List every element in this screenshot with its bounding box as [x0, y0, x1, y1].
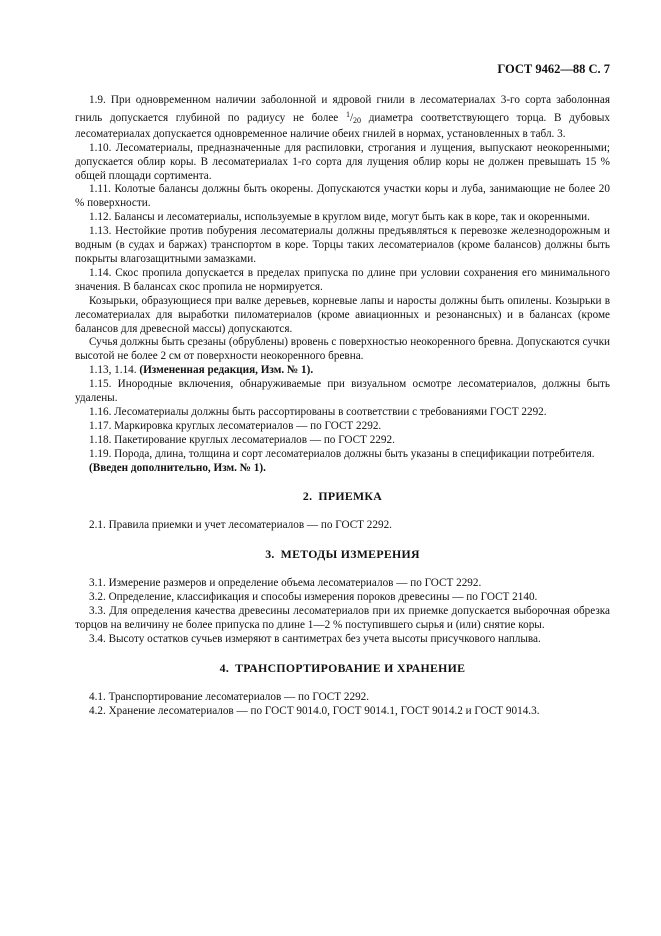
page-header: ГОСТ 9462—88 С. 7	[497, 62, 610, 76]
clause-1-18: 1.18. Пакетирование круглых лесоматериалов — по ГОСТ 2292.	[89, 433, 395, 446]
clause-1-10: 1.10. Лесоматериалы, предназначенные для распиловки, строгания и лущения, выпускают неокоренными; допускается облир коры. В лесоматериалах 1-го сорта для лущения облир коры не должен превышать 15 % общей площади сортимента.	[75, 141, 610, 182]
section-3-number: 3.	[265, 547, 275, 562]
clause-3-3: 3.3. Для определения качества древесины лесоматериалов при их приемке допускается выборочная обрезка торцов на величину не более припуска по длине 1—2 % поступившего сырья и (или) снятие коры.	[75, 605, 610, 631]
fraction-denominator: 20	[353, 115, 362, 125]
clause-3-1: 3.1. Измерение размеров и определение объема лесоматериалов — по ГОСТ 2292.	[89, 577, 482, 590]
clause-1-16: 1.16. Лесоматериалы должны быть рассортированы в соответствии с требованиями ГОСТ 2292.	[89, 405, 547, 418]
clause-1-17: 1.17. Маркировка круглых лесоматериалов — по ГОСТ 2292.	[89, 419, 382, 432]
fraction-1-20: $^1/_{20}$	[345, 109, 362, 125]
amendment-note-prefix: 1.13, 1.14.	[89, 364, 137, 377]
clause-1-11: 1.11. Колотые балансы должны быть окорены. Допускаются участки коры и луба, занимающие не более 20 % поверхности.	[75, 183, 610, 210]
clause-4-1: 4.1. Транспортирование лесоматериалов — по ГОСТ 2292.	[89, 690, 370, 703]
clause-1-14-b: Козырьки, образующиеся при валке деревьев, корневые лапы и наросты должны быть опилены. Козырьки в лесоматериалах для выработки пиломатериалов (кроме авиационных и резонансных) и в балансах (кроме балансов для древесной массы) допускаются.	[75, 294, 610, 335]
section-heading-4	[75, 662, 610, 676]
clause-1-9-text: 1.9. При одновременном наличии заболонной и ядровой гнили в лесоматериалах 3-го сорта заболонная гниль допускается глубиной по радиусу не более	[75, 94, 610, 124]
section-heading-3	[75, 548, 610, 562]
section-2-title: ПРИЕМКА	[318, 489, 383, 504]
clause-1-13: 1.13. Нестойкие против побурения лесоматериалы должны предъявляться к перевозке железнодорожным и водным (в судах и баржах) транспортом в коре. Торцы таких лесоматериалов (кроме балансов) должны быть покрыты влагозащитными замазками.	[75, 225, 610, 265]
section-4-title: ТРАНСПОРТИРОВАНИЕ И ХРАНЕНИЕ	[235, 660, 466, 675]
clause-3-2: 3.2. Определение, классификация и способы измерения пороков древесины — по ГОСТ 2140.	[89, 591, 538, 604]
amendment-note-1-13-1-14	[75, 364, 610, 378]
clause-3-4: 3.4. Высоту остатков сучьев измеряют в сантиметрах без учета высоты присучкового наплыва.	[89, 632, 541, 645]
section-3-title: МЕТОДЫ ИЗМЕРЕНИЯ	[280, 547, 420, 562]
clause-4-2: 4.2. Хранение лесоматериалов — по ГОСТ 9014.0, ГОСТ 9014.1, ГОСТ 9014.2 и ГОСТ 9014.3.	[89, 704, 540, 717]
section-4-number: 4.	[219, 660, 230, 675]
clause-1-12: 1.12. Балансы и лесоматериалы, используемые в круглом виде, могут быть как в коре, так и окоренными.	[89, 211, 590, 224]
amendment-note-1-19: (Введен дополнительно, Изм. № 1).	[89, 461, 266, 474]
clause-1-15: 1.15. Инородные включения, обнаруживаемые при визуальном осмотре лесоматериалов, должны быть удалены.	[75, 378, 610, 405]
section-2-number: 2.	[302, 489, 313, 504]
clause-2-1: 2.1. Правила приемки и учет лесоматериалов — по ГОСТ 2292.	[89, 519, 392, 532]
clause-1-9-tail: диаметра соответствующего торца. В дубовых лесоматериалах допускается одновременное наличие обеих гнилей в нормах, установленных в табл. 3.	[75, 111, 610, 140]
fraction-numerator: 1	[345, 109, 350, 119]
clause-1-9	[75, 94, 610, 142]
clause-1-19: 1.19. Порода, длина, толщина и сорт лесоматериалов должны быть указаны в спецификации потребителя.	[89, 447, 595, 460]
clause-1-14-c: Сучья должны быть срезаны (обрублены) вровень с поверхностью неокоренного бревна. Допускаются сучки высотой не более 2 см от поверхности неокоренного бревна.	[75, 336, 610, 363]
document-body	[75, 94, 610, 718]
clause-1-14: 1.14. Скос пропила допускается в пределах припуска по длине при условии сохранения его минимального значения. В балансах скос пропила не нормируется.	[75, 266, 610, 293]
section-heading-2	[75, 490, 610, 504]
amendment-note-text: (Измененная редакция, Изм. № 1).	[139, 364, 314, 377]
